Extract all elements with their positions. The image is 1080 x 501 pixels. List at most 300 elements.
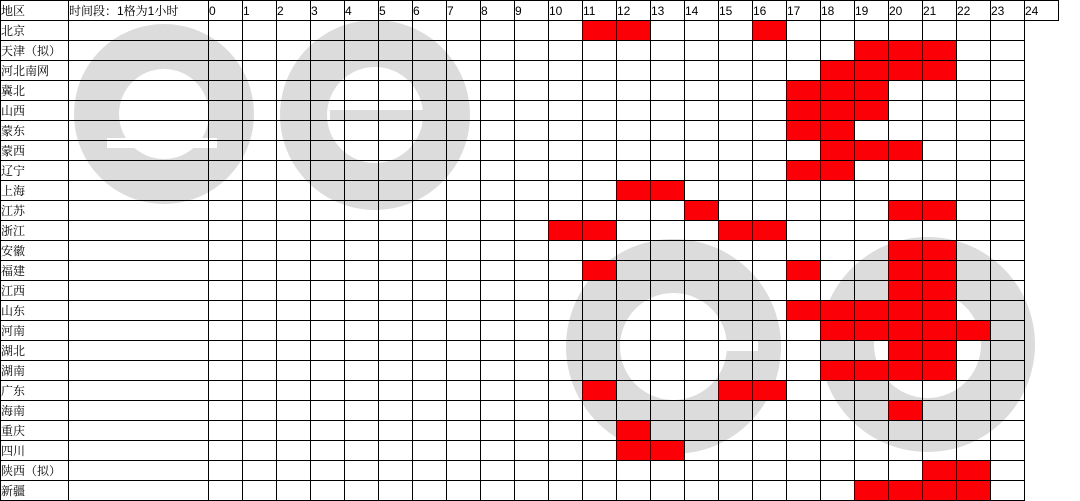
slot-empty[interactable] [413, 41, 447, 61]
slot-empty[interactable] [787, 241, 821, 261]
slot-empty[interactable] [991, 81, 1025, 101]
slot-empty[interactable] [311, 421, 345, 441]
slot-empty[interactable] [685, 21, 719, 41]
slot-active[interactable] [855, 141, 889, 161]
slot-empty[interactable] [515, 161, 549, 181]
slot-empty[interactable] [991, 321, 1025, 341]
slot-empty[interactable] [413, 201, 447, 221]
slot-empty[interactable] [991, 481, 1025, 501]
slot-empty[interactable] [685, 301, 719, 321]
slot-empty[interactable] [719, 321, 753, 341]
slot-empty[interactable] [855, 461, 889, 481]
slot-empty[interactable] [311, 21, 345, 41]
slot-empty[interactable] [719, 361, 753, 381]
slot-empty[interactable] [447, 101, 481, 121]
slot-empty[interactable] [583, 361, 617, 381]
slot-empty[interactable] [277, 61, 311, 81]
slot-empty[interactable] [685, 181, 719, 201]
slot-empty[interactable] [277, 261, 311, 281]
slot-empty[interactable] [413, 441, 447, 461]
slot-active[interactable] [957, 481, 991, 501]
slot-empty[interactable] [855, 421, 889, 441]
slot-empty[interactable] [447, 121, 481, 141]
slot-empty[interactable] [719, 161, 753, 181]
slot-active[interactable] [957, 321, 991, 341]
slot-empty[interactable] [413, 61, 447, 81]
slot-empty[interactable] [821, 341, 855, 361]
slot-empty[interactable] [991, 161, 1025, 181]
slot-empty[interactable] [481, 441, 515, 461]
slot-empty[interactable] [923, 441, 957, 461]
slot-empty[interactable] [753, 101, 787, 121]
slot-empty[interactable] [209, 121, 243, 141]
slot-empty[interactable] [243, 441, 277, 461]
slot-empty[interactable] [753, 181, 787, 201]
slot-empty[interactable] [549, 401, 583, 421]
slot-empty[interactable] [957, 141, 991, 161]
slot-empty[interactable] [991, 361, 1025, 381]
slot-empty[interactable] [311, 301, 345, 321]
slot-empty[interactable] [345, 441, 379, 461]
slot-empty[interactable] [311, 201, 345, 221]
slot-empty[interactable] [821, 181, 855, 201]
slot-empty[interactable] [481, 61, 515, 81]
slot-empty[interactable] [651, 421, 685, 441]
slot-empty[interactable] [719, 481, 753, 501]
slot-empty[interactable] [957, 241, 991, 261]
slot-empty[interactable] [209, 261, 243, 281]
slot-empty[interactable] [719, 121, 753, 141]
slot-empty[interactable] [345, 401, 379, 421]
slot-empty[interactable] [617, 221, 651, 241]
slot-empty[interactable] [617, 361, 651, 381]
slot-empty[interactable] [685, 61, 719, 81]
slot-empty[interactable] [753, 441, 787, 461]
slot-empty[interactable] [515, 481, 549, 501]
slot-empty[interactable] [311, 341, 345, 361]
slot-empty[interactable] [651, 81, 685, 101]
slot-empty[interactable] [549, 241, 583, 261]
slot-active[interactable] [889, 141, 923, 161]
slot-active[interactable] [617, 181, 651, 201]
slot-empty[interactable] [685, 141, 719, 161]
slot-empty[interactable] [515, 201, 549, 221]
slot-empty[interactable] [481, 481, 515, 501]
slot-empty[interactable] [345, 361, 379, 381]
slot-empty[interactable] [481, 141, 515, 161]
slot-empty[interactable] [685, 361, 719, 381]
slot-empty[interactable] [515, 241, 549, 261]
slot-empty[interactable] [549, 141, 583, 161]
slot-empty[interactable] [549, 301, 583, 321]
slot-empty[interactable] [991, 21, 1025, 41]
slot-empty[interactable] [787, 401, 821, 421]
slot-empty[interactable] [957, 61, 991, 81]
slot-empty[interactable] [481, 461, 515, 481]
slot-empty[interactable] [753, 201, 787, 221]
slot-empty[interactable] [821, 381, 855, 401]
slot-empty[interactable] [617, 261, 651, 281]
slot-empty[interactable] [481, 381, 515, 401]
slot-empty[interactable] [447, 461, 481, 481]
slot-empty[interactable] [243, 241, 277, 261]
slot-empty[interactable] [209, 301, 243, 321]
slot-empty[interactable] [957, 21, 991, 41]
slot-empty[interactable] [515, 181, 549, 201]
slot-empty[interactable] [481, 281, 515, 301]
slot-empty[interactable] [243, 221, 277, 241]
slot-empty[interactable] [583, 281, 617, 301]
slot-empty[interactable] [413, 121, 447, 141]
slot-active[interactable] [889, 341, 923, 361]
slot-active[interactable] [787, 81, 821, 101]
slot-empty[interactable] [787, 441, 821, 461]
slot-empty[interactable] [923, 121, 957, 141]
slot-empty[interactable] [957, 261, 991, 281]
slot-empty[interactable] [821, 401, 855, 421]
slot-empty[interactable] [311, 181, 345, 201]
slot-empty[interactable] [787, 321, 821, 341]
slot-empty[interactable] [787, 61, 821, 81]
slot-empty[interactable] [379, 81, 413, 101]
slot-empty[interactable] [617, 81, 651, 101]
slot-empty[interactable] [583, 61, 617, 81]
slot-empty[interactable] [379, 61, 413, 81]
slot-empty[interactable] [379, 401, 413, 421]
slot-empty[interactable] [583, 481, 617, 501]
slot-empty[interactable] [413, 241, 447, 261]
slot-empty[interactable] [277, 181, 311, 201]
slot-empty[interactable] [481, 261, 515, 281]
slot-empty[interactable] [719, 41, 753, 61]
slot-empty[interactable] [379, 481, 413, 501]
slot-empty[interactable] [651, 201, 685, 221]
slot-empty[interactable] [753, 81, 787, 101]
slot-empty[interactable] [821, 461, 855, 481]
slot-empty[interactable] [515, 41, 549, 61]
slot-empty[interactable] [243, 201, 277, 221]
slot-empty[interactable] [651, 121, 685, 141]
slot-empty[interactable] [277, 421, 311, 441]
slot-empty[interactable] [753, 301, 787, 321]
slot-empty[interactable] [753, 281, 787, 301]
slot-empty[interactable] [277, 21, 311, 41]
slot-empty[interactable] [923, 381, 957, 401]
slot-empty[interactable] [209, 481, 243, 501]
slot-empty[interactable] [209, 21, 243, 41]
slot-empty[interactable] [617, 61, 651, 81]
slot-empty[interactable] [787, 361, 821, 381]
slot-empty[interactable] [617, 41, 651, 61]
slot-active[interactable] [855, 81, 889, 101]
slot-active[interactable] [855, 41, 889, 61]
slot-empty[interactable] [991, 281, 1025, 301]
slot-empty[interactable] [481, 101, 515, 121]
slot-empty[interactable] [277, 281, 311, 301]
slot-active[interactable] [855, 321, 889, 341]
slot-empty[interactable] [583, 41, 617, 61]
slot-empty[interactable] [855, 341, 889, 361]
slot-empty[interactable] [583, 241, 617, 261]
slot-empty[interactable] [923, 181, 957, 201]
slot-empty[interactable] [447, 401, 481, 421]
slot-empty[interactable] [447, 441, 481, 461]
slot-empty[interactable] [515, 381, 549, 401]
slot-empty[interactable] [991, 421, 1025, 441]
slot-empty[interactable] [209, 421, 243, 441]
slot-empty[interactable] [685, 81, 719, 101]
slot-empty[interactable] [413, 101, 447, 121]
slot-empty[interactable] [651, 61, 685, 81]
slot-empty[interactable] [957, 41, 991, 61]
slot-empty[interactable] [719, 461, 753, 481]
slot-empty[interactable] [447, 361, 481, 381]
slot-empty[interactable] [345, 21, 379, 41]
slot-empty[interactable] [753, 261, 787, 281]
slot-active[interactable] [583, 261, 617, 281]
slot-empty[interactable] [481, 401, 515, 421]
slot-empty[interactable] [685, 341, 719, 361]
slot-empty[interactable] [379, 181, 413, 201]
slot-empty[interactable] [889, 181, 923, 201]
slot-empty[interactable] [583, 301, 617, 321]
slot-empty[interactable] [957, 221, 991, 241]
slot-empty[interactable] [515, 401, 549, 421]
slot-empty[interactable] [617, 321, 651, 341]
slot-empty[interactable] [311, 101, 345, 121]
slot-active[interactable] [923, 481, 957, 501]
slot-empty[interactable] [549, 61, 583, 81]
slot-empty[interactable] [447, 241, 481, 261]
slot-empty[interactable] [583, 441, 617, 461]
slot-empty[interactable] [685, 161, 719, 181]
slot-active[interactable] [923, 281, 957, 301]
slot-empty[interactable] [753, 161, 787, 181]
slot-empty[interactable] [413, 361, 447, 381]
slot-empty[interactable] [413, 141, 447, 161]
slot-empty[interactable] [413, 181, 447, 201]
slot-empty[interactable] [651, 381, 685, 401]
slot-empty[interactable] [379, 281, 413, 301]
slot-empty[interactable] [447, 321, 481, 341]
slot-empty[interactable] [447, 181, 481, 201]
slot-empty[interactable] [311, 381, 345, 401]
slot-active[interactable] [821, 81, 855, 101]
slot-empty[interactable] [651, 41, 685, 61]
slot-empty[interactable] [753, 461, 787, 481]
slot-empty[interactable] [651, 241, 685, 261]
slot-empty[interactable] [209, 441, 243, 461]
slot-active[interactable] [787, 101, 821, 121]
slot-empty[interactable] [515, 301, 549, 321]
slot-empty[interactable] [481, 121, 515, 141]
slot-empty[interactable] [413, 341, 447, 361]
slot-empty[interactable] [481, 81, 515, 101]
slot-empty[interactable] [379, 461, 413, 481]
slot-empty[interactable] [481, 221, 515, 241]
slot-empty[interactable] [379, 101, 413, 121]
slot-empty[interactable] [447, 61, 481, 81]
slot-empty[interactable] [345, 81, 379, 101]
slot-empty[interactable] [311, 161, 345, 181]
slot-empty[interactable] [753, 361, 787, 381]
slot-empty[interactable] [617, 161, 651, 181]
slot-empty[interactable] [311, 221, 345, 241]
slot-empty[interactable] [413, 301, 447, 321]
slot-empty[interactable] [549, 21, 583, 41]
slot-empty[interactable] [379, 421, 413, 441]
slot-empty[interactable] [651, 361, 685, 381]
slot-empty[interactable] [651, 321, 685, 341]
slot-empty[interactable] [889, 161, 923, 181]
slot-empty[interactable] [821, 221, 855, 241]
slot-empty[interactable] [855, 221, 889, 241]
slot-empty[interactable] [821, 481, 855, 501]
slot-empty[interactable] [719, 241, 753, 261]
slot-empty[interactable] [685, 481, 719, 501]
slot-empty[interactable] [277, 321, 311, 341]
slot-empty[interactable] [481, 421, 515, 441]
slot-active[interactable] [889, 241, 923, 261]
slot-empty[interactable] [991, 121, 1025, 141]
slot-empty[interactable] [923, 421, 957, 441]
slot-active[interactable] [923, 301, 957, 321]
slot-empty[interactable] [923, 161, 957, 181]
slot-empty[interactable] [243, 281, 277, 301]
slot-empty[interactable] [379, 301, 413, 321]
slot-empty[interactable] [957, 281, 991, 301]
slot-empty[interactable] [889, 461, 923, 481]
slot-active[interactable] [753, 221, 787, 241]
slot-empty[interactable] [923, 221, 957, 241]
slot-empty[interactable] [583, 161, 617, 181]
slot-empty[interactable] [277, 361, 311, 381]
slot-empty[interactable] [617, 401, 651, 421]
slot-empty[interactable] [515, 221, 549, 241]
slot-empty[interactable] [447, 41, 481, 61]
slot-active[interactable] [753, 21, 787, 41]
slot-empty[interactable] [617, 201, 651, 221]
slot-empty[interactable] [583, 181, 617, 201]
slot-active[interactable] [719, 221, 753, 241]
slot-empty[interactable] [617, 121, 651, 141]
slot-empty[interactable] [821, 41, 855, 61]
slot-empty[interactable] [685, 441, 719, 461]
slot-empty[interactable] [379, 381, 413, 401]
slot-empty[interactable] [991, 341, 1025, 361]
slot-empty[interactable] [379, 341, 413, 361]
slot-empty[interactable] [719, 101, 753, 121]
slot-empty[interactable] [685, 241, 719, 261]
slot-empty[interactable] [719, 301, 753, 321]
slot-empty[interactable] [311, 141, 345, 161]
slot-active[interactable] [583, 221, 617, 241]
slot-empty[interactable] [515, 441, 549, 461]
slot-empty[interactable] [957, 301, 991, 321]
slot-empty[interactable] [345, 121, 379, 141]
slot-empty[interactable] [787, 381, 821, 401]
slot-empty[interactable] [481, 181, 515, 201]
slot-empty[interactable] [549, 421, 583, 441]
slot-empty[interactable] [311, 121, 345, 141]
slot-empty[interactable] [617, 341, 651, 361]
slot-empty[interactable] [957, 161, 991, 181]
slot-empty[interactable] [311, 441, 345, 461]
slot-empty[interactable] [855, 381, 889, 401]
slot-empty[interactable] [379, 221, 413, 241]
slot-empty[interactable] [515, 141, 549, 161]
slot-empty[interactable] [447, 81, 481, 101]
slot-empty[interactable] [345, 421, 379, 441]
slot-empty[interactable] [719, 421, 753, 441]
slot-empty[interactable] [889, 21, 923, 41]
slot-empty[interactable] [821, 21, 855, 41]
slot-empty[interactable] [243, 21, 277, 41]
slot-empty[interactable] [209, 101, 243, 121]
slot-empty[interactable] [447, 341, 481, 361]
slot-empty[interactable] [243, 321, 277, 341]
slot-empty[interactable] [719, 261, 753, 281]
slot-empty[interactable] [277, 341, 311, 361]
slot-empty[interactable] [549, 281, 583, 301]
slot-empty[interactable] [413, 381, 447, 401]
slot-active[interactable] [855, 301, 889, 321]
slot-empty[interactable] [787, 141, 821, 161]
slot-empty[interactable] [277, 201, 311, 221]
slot-empty[interactable] [549, 441, 583, 461]
slot-empty[interactable] [243, 461, 277, 481]
slot-empty[interactable] [345, 221, 379, 241]
slot-empty[interactable] [345, 381, 379, 401]
slot-empty[interactable] [957, 121, 991, 141]
slot-empty[interactable] [209, 161, 243, 181]
slot-empty[interactable] [617, 301, 651, 321]
slot-empty[interactable] [583, 321, 617, 341]
slot-empty[interactable] [447, 281, 481, 301]
slot-empty[interactable] [617, 241, 651, 261]
slot-empty[interactable] [549, 101, 583, 121]
slot-empty[interactable] [855, 401, 889, 421]
slot-empty[interactable] [787, 281, 821, 301]
slot-empty[interactable] [753, 481, 787, 501]
slot-empty[interactable] [719, 401, 753, 421]
slot-empty[interactable] [379, 121, 413, 141]
slot-empty[interactable] [447, 421, 481, 441]
slot-empty[interactable] [889, 421, 923, 441]
slot-empty[interactable] [447, 381, 481, 401]
slot-empty[interactable] [515, 421, 549, 441]
slot-empty[interactable] [719, 441, 753, 461]
slot-active[interactable] [719, 381, 753, 401]
slot-empty[interactable] [617, 481, 651, 501]
slot-empty[interactable] [413, 401, 447, 421]
slot-empty[interactable] [651, 301, 685, 321]
slot-empty[interactable] [277, 161, 311, 181]
slot-empty[interactable] [821, 201, 855, 221]
slot-empty[interactable] [991, 381, 1025, 401]
slot-empty[interactable] [447, 301, 481, 321]
slot-empty[interactable] [583, 401, 617, 421]
slot-empty[interactable] [549, 121, 583, 141]
slot-empty[interactable] [549, 361, 583, 381]
slot-empty[interactable] [481, 241, 515, 261]
slot-empty[interactable] [753, 61, 787, 81]
slot-active[interactable] [821, 61, 855, 81]
slot-active[interactable] [787, 121, 821, 141]
slot-empty[interactable] [651, 461, 685, 481]
slot-empty[interactable] [277, 461, 311, 481]
slot-empty[interactable] [753, 401, 787, 421]
